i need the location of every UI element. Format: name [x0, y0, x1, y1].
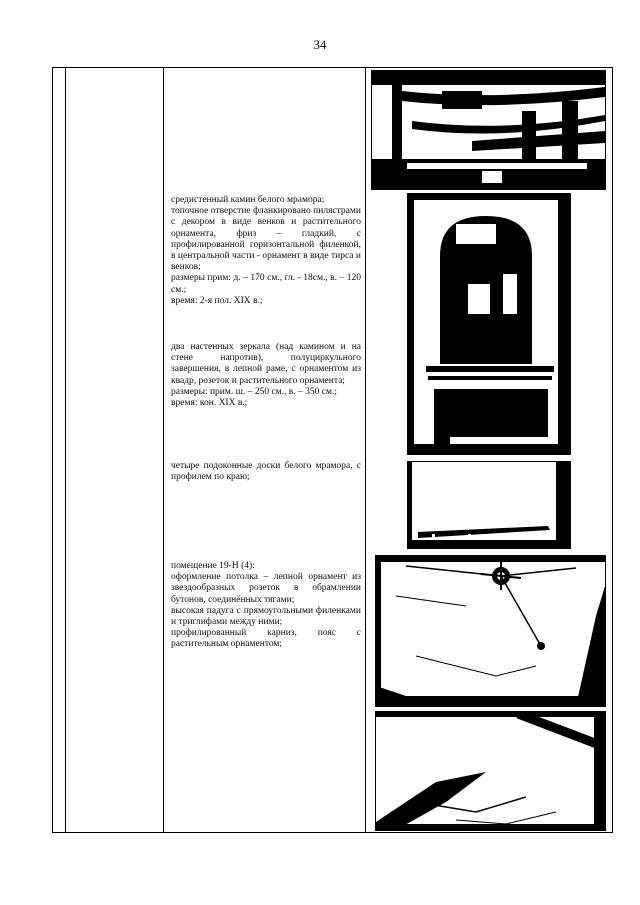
- photo-cornice: [375, 711, 606, 831]
- column-divider-3: [365, 68, 366, 832]
- entry-room-19n-line-2: оформление потолка – лепной орнамент из звездообразных розеток в обрамлении бутонов, соединённых тягами;: [171, 572, 361, 605]
- entry-fireplace: [171, 195, 361, 307]
- photo-fireplace-mirror: [407, 193, 571, 455]
- entry-room-19n-line-3: высокая падуга с прямоугольными филенками и триглифами между ними;: [171, 605, 361, 628]
- column-divider-2: [163, 68, 164, 832]
- entry-room-19n-line-1: помещение 19-Н (4):: [171, 561, 255, 571]
- entry-fireplace-line-1: средистенный камин белого мрамора;: [171, 195, 325, 205]
- entry-room-19n: [171, 561, 361, 651]
- entry-fireplace-line-3: размеры прим: д. – 170 см., гл. - 18см., в. – 120 см.;: [171, 273, 361, 295]
- entry-fireplace-line-2: топочное отверстие фланкировано пилястрами с декором в виде венков и растительного орнамента, фриз – гладкий, с профилированной горизонтальной филенкой, в центральной части - орнамент в виде тирса и венков;: [171, 206, 361, 273]
- entry-room-19n-line-4: профилированный карниз, пояс с растительным орнаментом;: [171, 628, 361, 650]
- entry-fireplace-line-4: время: 2-я пол. XIX в.;: [171, 295, 263, 306]
- entry-window-boards: [171, 461, 361, 483]
- inventory-table: [52, 67, 613, 833]
- column-divider-1: [65, 68, 66, 832]
- photo-ceiling-top: [371, 70, 606, 190]
- page-number: 34: [313, 37, 327, 52]
- photo-window-board: [407, 461, 571, 549]
- entry-window-boards-line-1: четыре подоконные доски белого мрамора, с профилем по краю;: [171, 461, 361, 483]
- photo-ceiling-rosettes: [375, 555, 606, 707]
- entry-mirrors-line-1: два настенных зеркала (над камином и на стене напротив), полуциркульного завершения, в лепной раме, с орнаментом из квадр, розеток и растительного орнамента;: [171, 342, 361, 386]
- entry-mirrors-line-2: размеры: прим. ш. – 250 см., в. – 350 см.;: [171, 386, 338, 397]
- entry-mirrors: [171, 342, 361, 409]
- entry-mirrors-line-3: время: кон. XIX в.;: [171, 398, 248, 409]
